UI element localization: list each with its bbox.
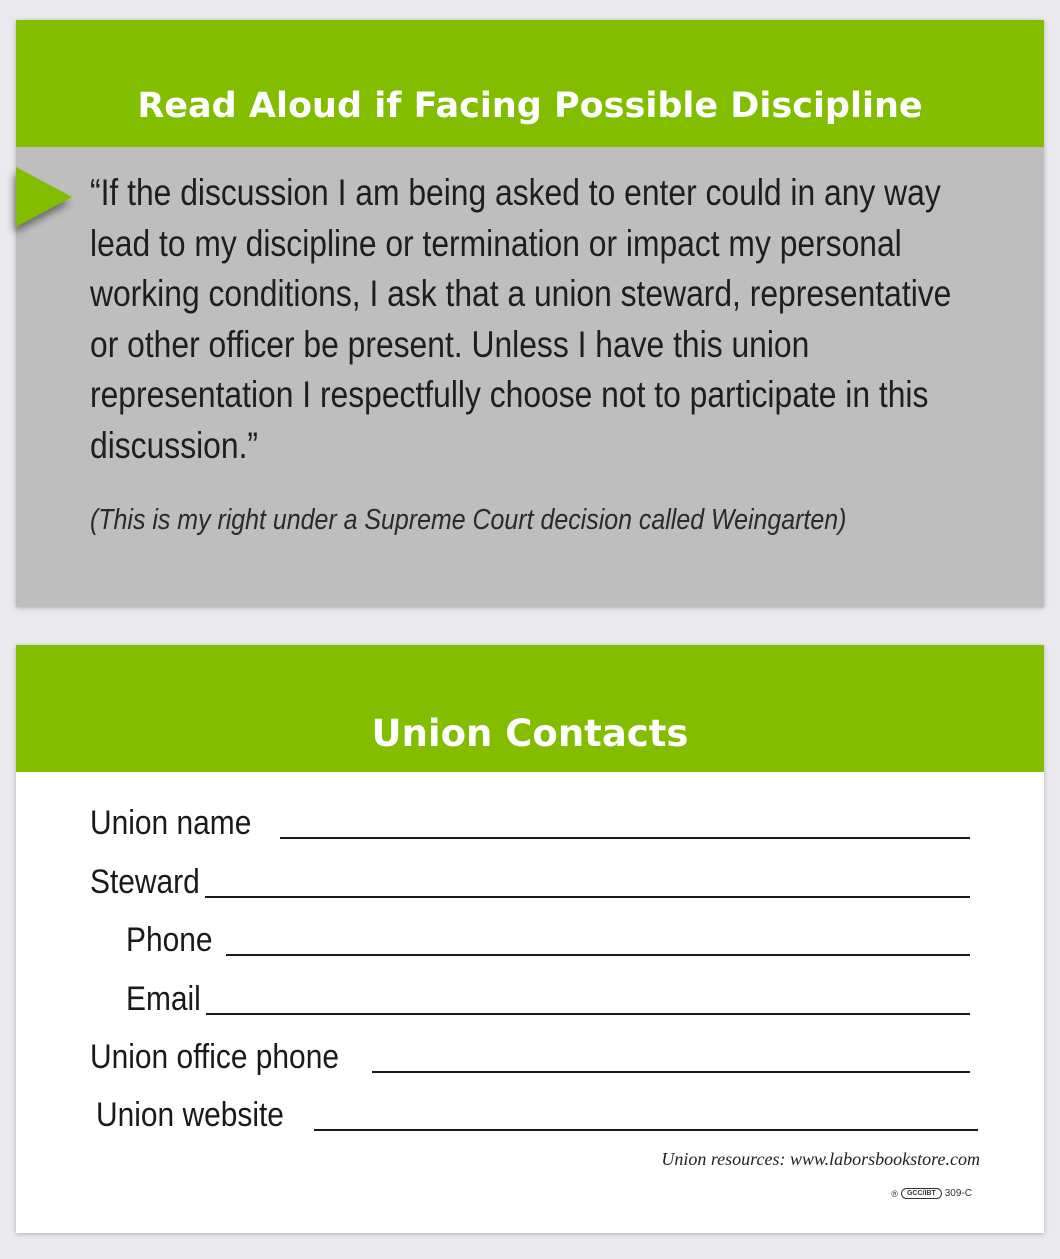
- union-office-phone-field[interactable]: [90, 1033, 970, 1077]
- phone-label: Phone: [126, 921, 213, 959]
- steward-field[interactable]: [90, 858, 970, 902]
- contacts-card-title: Union Contacts: [371, 712, 689, 755]
- union-office-phone-line[interactable]: [372, 1071, 970, 1073]
- union-website-field[interactable]: [96, 1091, 978, 1135]
- email-label: Email: [126, 980, 201, 1018]
- union-resources-text: Union resources: www.laborsbookstore.com: [661, 1149, 980, 1169]
- weingarten-quote: “If the discussion I am being asked to enter could in any way lead to my discipline or termination or impact my personal working conditions, I ask that a union steward, representative or other officer be present. Unless I have this union representation I respectfully choose not to participate in this discussion.”: [90, 172, 952, 466]
- card-code: 309-C: [944, 1188, 972, 1199]
- union-bug-mark: GCC/IBT: [901, 1188, 942, 1199]
- email-field[interactable]: [126, 975, 970, 1019]
- arrow-icon: [16, 167, 72, 227]
- printer-mark-icon: ®: [891, 1188, 898, 1199]
- union-website-label: Union website: [96, 1096, 284, 1134]
- union-website-line[interactable]: [314, 1129, 978, 1131]
- steward-line[interactable]: [205, 896, 970, 898]
- contacts-card-header: [16, 645, 1044, 772]
- contacts-card: [16, 645, 1044, 1233]
- weingarten-note: (This is my right under a Supreme Court decision called Weingarten): [90, 504, 847, 536]
- phone-line[interactable]: [226, 954, 970, 956]
- union-name-line[interactable]: [280, 837, 970, 839]
- union-office-phone-label: Union office phone: [90, 1038, 339, 1076]
- discipline-card-title: Read Aloud if Facing Possible Discipline: [137, 86, 923, 126]
- steward-label: Steward: [90, 863, 200, 901]
- union-name-field[interactable]: [90, 799, 970, 843]
- phone-field[interactable]: [126, 916, 970, 960]
- union-name-label: Union name: [90, 804, 252, 842]
- email-line[interactable]: [206, 1013, 970, 1015]
- discipline-card: [16, 20, 1044, 607]
- discipline-card-header: [16, 20, 1044, 147]
- union-bug: [891, 1188, 972, 1199]
